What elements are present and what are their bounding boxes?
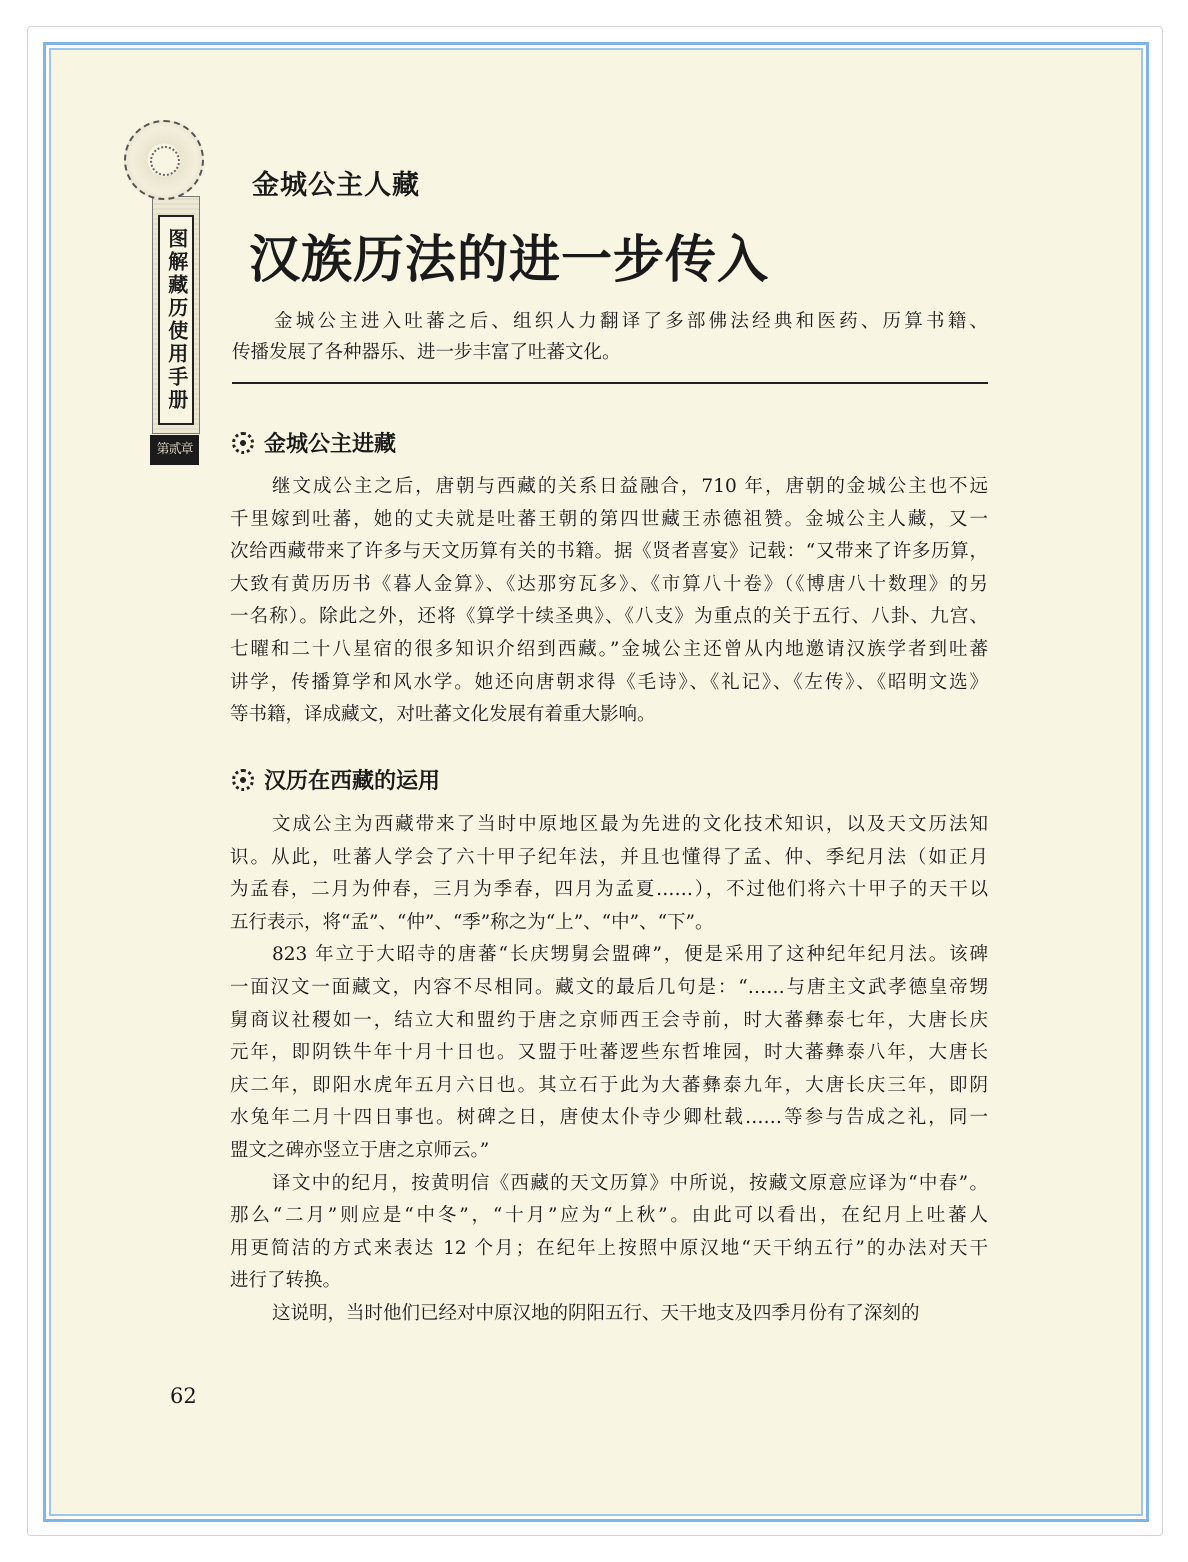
section-heading-text: 汉历在西藏的运用: [264, 769, 441, 794]
section-body: [230, 809, 988, 1331]
sidebar-book-title: 图解藏历使用手册: [158, 215, 194, 425]
body-line: 舅商议社稷如一，结立大和盟约于唐之京师西王会寺前，时大蕃彝泰七年，大唐长庆: [230, 1009, 988, 1031]
section-heading-text: 金城公主进藏: [264, 432, 397, 457]
body-line: 译文中的纪月，按黄明信《西藏的天文历算》中所说，按藏文原意应译为“中春”。: [272, 1172, 988, 1194]
body-line: 五行表示，将“孟”、“仲”、“季”称之为“上”、“中”、“下”。: [230, 911, 714, 933]
body-line: 七曜和二十八星宿的很多知识介绍到西藏。”金城公主还曾从内地邀请汉族学者到吐蕃: [230, 638, 988, 660]
body-line: 这说明，当时他们已经对中原汉地的阴阳五行、天干地支及四季月份有了深刻的: [272, 1302, 920, 1324]
chapter-tab: 第贰章: [150, 435, 199, 465]
body-line: 文成公主为西藏带来了当时中原地区最为先进的文化技术知识，以及天文历法知: [272, 814, 988, 835]
page-title: 汉族历法的进一步传入: [249, 231, 770, 290]
flower-bullet-icon: [232, 769, 254, 791]
body-line: 盟文之碑亦竖立于唐之京师云。”: [230, 1139, 490, 1161]
body-line: 次给西藏带来了许多与天文历算有关的书籍。据《贤者喜宴》记载：“又带来了许多历算，: [230, 541, 988, 563]
body-line: 823 年立于大昭寺的唐蕃“长庆甥舅会盟碑”，便是采用了这种纪年纪月法。该碑: [272, 944, 988, 966]
intro-paragraph: [232, 306, 988, 368]
body-line: 讲学，传播算学和风水学。她还向唐朝求得《毛诗》、《礼记》、《左传》、《昭明文选》: [230, 671, 988, 693]
section-body: [230, 471, 988, 732]
medallion-ornament-icon: [124, 120, 204, 200]
intro-line: 金城公主进入吐蕃之后、组织人力翻译了多部佛法经典和医药、历算书籍、: [274, 311, 988, 332]
body-line: 等书籍，译成藏文，对吐蕃文化发展有着重大影响。: [230, 704, 656, 726]
section-heading: [232, 764, 440, 795]
divider: [232, 382, 988, 384]
body-line: 大致有黄历历书《暮人金算》、《达那穷瓦多》、《市算八十卷》（《博唐八十数理》的另: [230, 573, 988, 595]
body-line: 庆二年，即阳水虎年五月六日也。其立石于此为大蕃彝泰九年，大唐长庆三年，即阴: [230, 1074, 988, 1096]
flower-bullet-icon: [232, 432, 254, 454]
body-line: 元年，即阴铁牛年十月十日也。又盟于吐蕃逻些东哲堆园，时大蕃彝泰八年，大唐长: [230, 1042, 988, 1064]
body-line: 识。从此，吐蕃人学会了六十甲子纪年法，并且也懂得了孟、仲、季纪月法（如正月: [230, 846, 988, 868]
body-line: 继文成公主之后，唐朝与西藏的关系日益融合，710 年，唐朝的金城公主也不远: [272, 476, 988, 497]
body-line: 一名称）。除此之外，还将《算学十续圣典》、《八支》为重点的关于五行、八卦、九宫、: [230, 606, 988, 628]
body-line: 一面汉文一面藏文，内容不尽相同。藏文的最后几句是：“……与唐主文武孝德皇帝甥: [230, 976, 988, 998]
page-number: 62: [170, 1384, 197, 1408]
body-line: 为孟春，二月为仲春，三月为季春，四月为孟夏……），不过他们将六十甲子的天干以: [230, 879, 988, 901]
body-line: 那么“二月”则应是“中冬”，“十月”应为“上秋”。由此可以看出，在纪月上吐蕃人: [230, 1205, 988, 1227]
intro-line: 传播发展了各种器乐、进一步丰富了吐蕃文化。: [232, 342, 621, 363]
section-heading: [232, 427, 396, 458]
body-line: 进行了转换。: [230, 1270, 342, 1292]
body-line: 用更简洁的方式来表达 12 个月；在纪年上按照中原汉地“天干纳五行”的办法对天干: [230, 1237, 988, 1259]
body-line: 水兔年二月十四日事也。树碑之日，唐使太仆寺少卿杜载……等参与告成之礼，同一: [230, 1107, 988, 1129]
body-line: 千里嫁到吐蕃，她的丈夫就是吐蕃王朝的第四世藏王赤德祖赞。金城公主人藏，又一: [230, 508, 988, 530]
kicker-title: 金城公主人藏: [252, 170, 420, 201]
